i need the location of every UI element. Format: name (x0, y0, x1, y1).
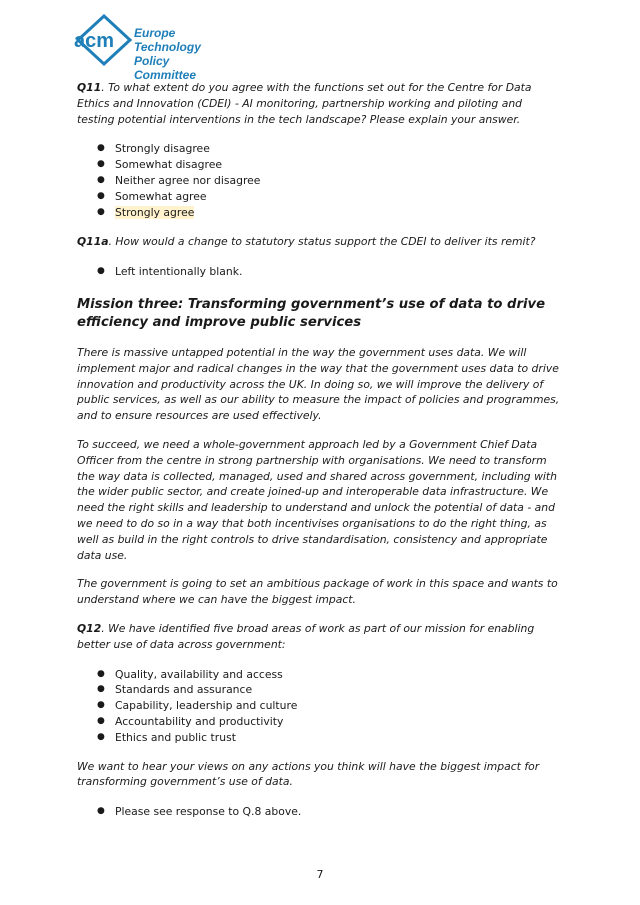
logo-acm-text: acm (74, 30, 115, 52)
list-item: ● Left intentionally blank. (77, 264, 562, 280)
logo-line-2: Policy Committee (134, 54, 197, 82)
list-item: ● Please see response to Q.8 above. (77, 804, 562, 820)
list-item: ● Somewhat disagree (77, 157, 562, 173)
q11-options (77, 141, 562, 220)
list-item: ● Capability, leadership and culture (77, 698, 562, 714)
paragraph-3: The government is going to set an ambitious package of work in this space and wants to understand where we can have the biggest impact. (77, 577, 558, 607)
paragraph-2: To succeed, we need a whole-government approach led by a Government Chief Data Officer from the centre in strong partnership with organisations. We need to transform the way data is collected, managed, used and shared across government, including with the wider public sector, and create joined-up and interoperable data infrastructure. We need the right skills and leadership to understand and unlock the potential of data - and we need to do so in a way that both incentivises organisations to do the right thing, as well as build in the right controls to drive standardisation, consistency and appropriate data use. (77, 437, 558, 562)
q12-prompt: We want to hear your views on any actions you think will have the biggest impact for transforming government’s use of data. (77, 759, 540, 789)
q11a-question: Q11a. How would a change to statutory status support the CDEI to deliver its remit? (77, 235, 536, 249)
page-number: 7 (316, 868, 324, 881)
q12-question: Q12. We have identified five broad areas of work as part of our mission for enabling better use of data across government: (77, 621, 535, 651)
q11a-answer-list (77, 264, 562, 280)
list-item: ● Standards and assurance (77, 682, 562, 698)
q12-answer-list (77, 804, 562, 820)
section-heading: Mission three: Transforming government’s use of data to drive efficiency and improve public services (77, 296, 546, 330)
list-item-selected (77, 205, 562, 221)
q12-areas (77, 667, 562, 746)
list-item: ● Strongly disagree (77, 141, 562, 157)
list-item: ● Accountability and productivity (77, 714, 562, 730)
q11-question: Q11. To what extent do you agree with the functions set out for the Centre for Data Ethics and Innovation (CDEI) - AI monitoring, partnership working and piloting and testing potential interventions in the tech landscape? Please explain your answer. (77, 81, 532, 126)
paragraph-1: There is massive untapped potential in the way the government uses data. We will implement major and radical changes in the way that the government uses data to drive innovation and productivity across the UK. In doing so, we will improve the delivery of public services, as well as our ability to measure the impact of policies and programmes, and to ensure resources are used effectively. (77, 345, 560, 423)
list-item: ● Somewhat agree (77, 189, 562, 205)
selected-highlight: Strongly agree (115, 205, 195, 219)
list-item: ● Ethics and public trust (77, 730, 562, 746)
list-item: ● Neither agree nor disagree (77, 173, 562, 189)
main-content (77, 80, 562, 820)
acm-logo (74, 14, 234, 82)
list-item: ● Quality, availability and access (77, 667, 562, 683)
logo-line-1: Europe Technology (134, 26, 201, 54)
